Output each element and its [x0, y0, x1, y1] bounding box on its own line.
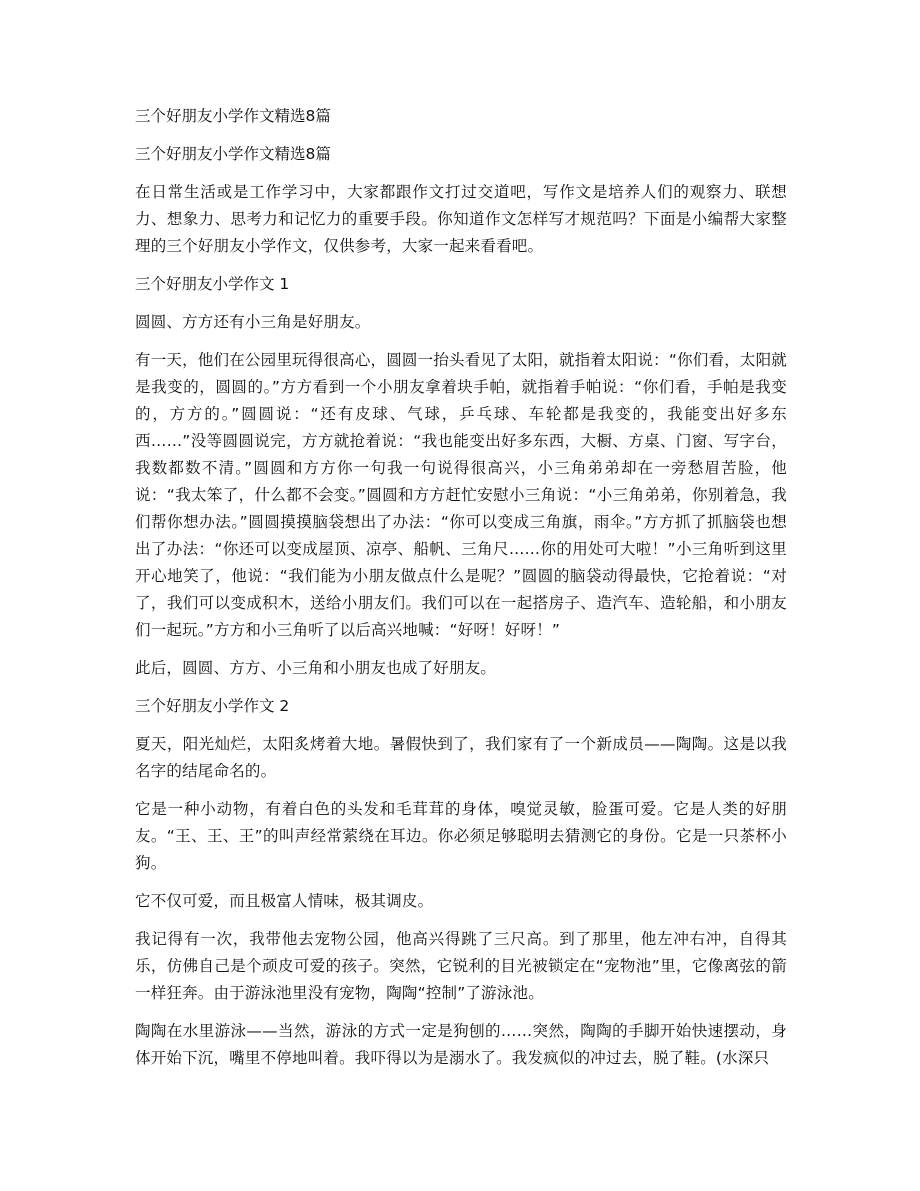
essay-2-paragraph-3: 它不仅可爱，而且极富人情味，极其调皮。	[135, 892, 434, 910]
document-title: 三个好朋友小学作文精选8篇	[135, 107, 331, 125]
essay-2-paragraph-1: 夏天，阳光灿烂，太阳炙烤着大地。暑假快到了，我们家有了一个新成员——陶陶。这是以我名字的结尾命名的。	[135, 735, 787, 780]
document-page	[135, 103, 787, 1072]
essay-2-paragraph-4: 我记得有一次，我带他去宠物公园，他高兴得跳了三尺高。到了那里，他左冲右冲，自得其乐，仿佛自己是个顽皮可爱的孩子。突然，它锐利的目光被锁定在“宠物池”里，它像离弦的箭一样狂奔。由于游泳池里没有宠物，陶陶“控制”了游泳池。	[135, 930, 787, 1002]
essay-2-heading: 三个好朋友小学作文 2	[135, 697, 290, 715]
essay-1-heading: 三个好朋友小学作文 1	[135, 275, 290, 293]
essay-2-paragraph-5: 陶陶在水里游泳——当然，游泳的方式一定是狗刨的……突然，陶陶的手脚开始快速摆动，身体开始下沉，嘴里不停地叫着。我吓得以为是溺水了。我发疯似的冲过去，脱了鞋。(水深只	[135, 1022, 787, 1067]
essay-1-paragraph-1: 圆圆、方方还有小三角是好朋友。	[135, 313, 371, 331]
essay-1-paragraph-3: 此后，圆圆、方方、小三角和小朋友也成了好朋友。	[135, 659, 497, 677]
essay-2-paragraph-2: 它是一种小动物，有着白色的头发和毛茸茸的身体，嗅觉灵敏，脸蛋可爱。它是人类的好朋友。“王、王、王”的叫声经常萦绕在耳边。你必须足够聪明去猜测它的身份。它是一只茶杯小狗。	[135, 800, 787, 872]
essay-1-paragraph-2: 有一天，他们在公园里玩得很高心，圆圆一抬头看见了太阳，就指着太阳说：“你们看，太阳就是我变的，圆圆的。”方方看到一个小朋友拿着块手帕，就指着手帕说：“你们看，手帕是我变的，方方的。”圆圆说：“还有皮球、气球，乒乓球、车轮都是我变的，我能变出好多东西……”没等圆圆说完，方方就抢着说：“我也能变出好多东西，大橱、方桌、门窗、写字台，我数都数不清。”圆圆和方方你一句我一句说得很高兴，小三角弟弟却在一旁愁眉苦脸，他说：“我太笨了，什么都不会变。”圆圆和方方赶忙安慰小三角说：“小三角弟弟，你别着急，我们帮你想办法。”圆圆摸摸脑袋想出了办法：“你可以变成三角旗，雨伞。”方方抓了抓脑袋也想出了办法：“你还可以变成屋顶、凉亭、船帆、三角尺……你的用处可大啦！”小三角听到这里开心地笑了，他说：“我们能为小朋友做点什么是呢？”圆圆的脑袋动得最快，它抢着说：“对了，我们可以变成积木，送给小朋友们。我们可以在一起搭房子、造汽车、造轮船，和小朋友们一起玩。”方方和小三角听了以后高兴地喊：“好呀！好呀！”	[135, 351, 787, 639]
intro-paragraph: 在日常生活或是工作学习中，大家都跟作文打过交道吧，写作文是培养人们的观察力、联想力、想象力、思考力和记忆力的重要手段。你知道作文怎样写才规范吗？下面是小编帮大家整理的三个好朋友小学作文，仅供参考，大家一起来看看吧。	[135, 183, 787, 255]
document-subtitle: 三个好朋友小学作文精选8篇	[135, 145, 331, 163]
